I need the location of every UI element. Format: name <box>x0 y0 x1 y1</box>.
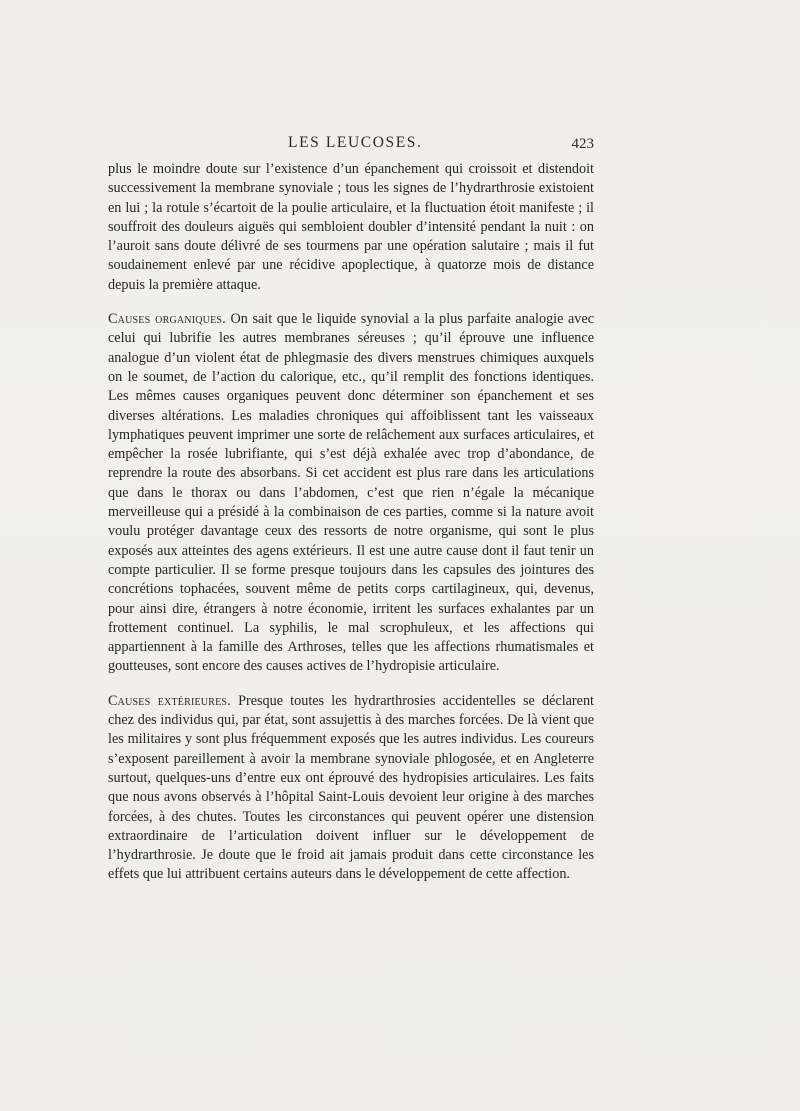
section-lead-causes-organiques: Causes organiques. <box>108 311 226 328</box>
running-header <box>108 134 594 158</box>
running-title: LES LEUCOSES. <box>288 134 423 151</box>
paragraph-continuation <box>108 160 594 295</box>
paragraph-text: plus le moindre doute sur l’existence d’un épanchement qui croissoit et distendoit successivement la membrane synoviale ; tous les signes de l’hydrarthrosie existoient en lui ; la rotule s’écartoit de la poulie articulaire, et la fluctuation étoit manifeste ; il souffroit des douleurs aiguës qui sembloient doubler d’intensité pendant la nuit : on l’auroit sans doute délivré de ses tourmens par une opération salutaire ; mais il fut soudainement enlevé par une récidive apoplectique, à quatorze mois de distance depuis la première attaque. <box>108 161 594 293</box>
paragraph-causes-exterieures <box>108 692 594 885</box>
page-number: 423 <box>571 136 594 152</box>
paragraph-text: On sait que le liquide synovial a la plus parfaite analogie avec celui qui lubrifie les autres membranes séreuses ; qu’il éprouve une influence analogue d’un violent état de phlegmasie des divers menstrues chimiques auxquels on le soumet, de l’action du calorique, etc., qu’il remplit des fonctions identiques. Les mêmes causes organiques peuvent donc déterminer son épanchement et ses diverses altérations. Les maladies chroniques qui affoiblissent tant les vaisseaux lymphatiques peuvent imprimer une sorte de relâchement aux surfaces articulaires, et empêcher la rosée lubrifiante, qui s’est déjà exhalée avec trop d’abondance, de reprendre la route des absorbans. Si cet accident est plus rare dans les articulations que dans le thorax ou dans l’abdomen, c’est que rien n’égale la mécanique merveilleuse qui a présidé à la combinaison de ces parties, comme si la nature avoit voulu protéger davantage ceux des ressorts de notre organisme, qui sont le plus exposés aux atteintes des agens extérieurs. Il est une autre cause dont il faut tenir un compte particulier. Il se forme presque toujours dans les capsules des jointures des concrétions tophacées, souvent même de petits corps cartilagineux, qui, devenus, pour ainsi dire, étrangers à notre économie, irritent les surfaces exhalantes par un frottement continuel. La syphilis, le mal scrophuleux, et les affections qui appartiennent à la famille des Arthroses, telles que les affections rhumatismales et goutteuses, sont encore des causes actives de l’hydropisie articulaire. <box>108 311 594 675</box>
section-lead-causes-exterieures: Causes extérieures. <box>108 692 231 709</box>
paragraph-causes-organiques <box>108 310 594 677</box>
body-text <box>108 160 594 885</box>
paragraph-text: Presque toutes les hydrarthrosies accidentelles se déclarent chez des individus qui, par état, sont assujettis à des marches forcées. De là vient que les militaires y sont plus fréquemment exposés que les autres individus. Les coureurs s’exposent pareillement à avoir la membrane synoviale phlogosée, et en Angleterre surtout, quelques-uns d’entre eux ont éprouvé des hydropisies articulaires. Les faits que nous avons observés à l’hôpital Saint-Louis devoient leur origine à des marches forcées, à des chutes. Toutes les circonstances qui peuvent opérer une distension extraordinaire de l’articulation doivent influer sur le développement de l’hydrarthrosie. Je doute que le froid ait jamais produit dans cette circonstance les effets que lui attribuent certains auteurs dans le développement de cette affection. <box>108 692 594 883</box>
